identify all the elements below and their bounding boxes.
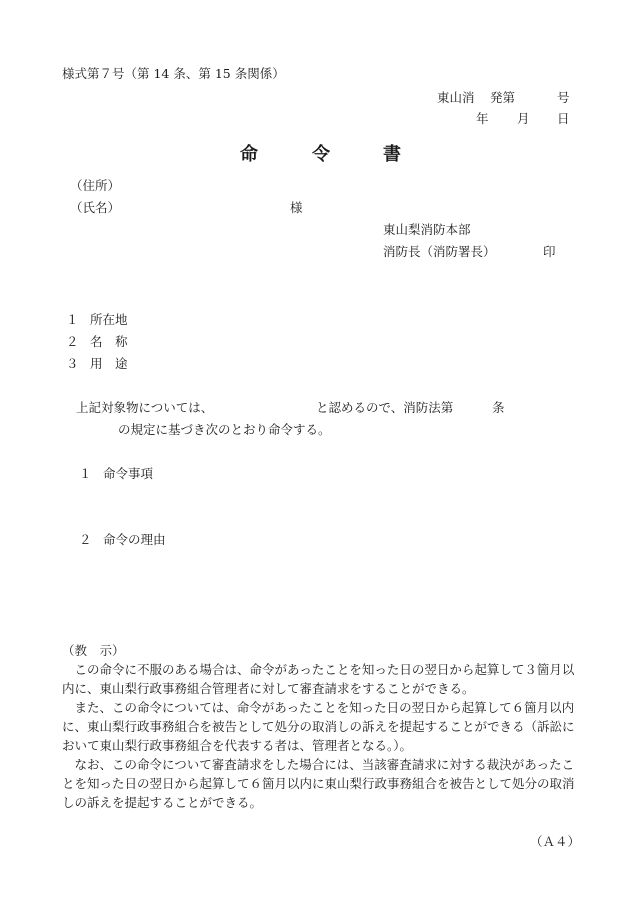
title-char-2: 令 xyxy=(312,144,330,165)
statement-part-2: と認めるので、消防法第 xyxy=(316,400,454,415)
notice-paragraph: また、この命令については、命令があったことを知った日の翌日から起算して６箇月以内に、東山梨行政事務組合を被告として処分の取消しの訴えを提起することができる（訴訟において東山梨行政事務組合を代表する者は、管理者となる。）。 xyxy=(62,700,575,753)
form-header: 様式第７号（第 14 条、第 15 条関係） xyxy=(62,66,285,81)
section-order-items xyxy=(79,466,153,481)
notice-paragraph: なお、この命令について審査請求をした場合には、当該審査請求に対する裁決があったことを知った日の翌日から起算して６箇月以内に東山梨行政事務組合を被告として処分の取消しの訴えを提起することができる。 xyxy=(62,757,575,810)
recipient-name-label: （氏名） xyxy=(70,200,121,215)
statement-line-2: の規定に基づき次のとおり命令する。 xyxy=(118,422,331,437)
recipient-address-label: （住所） xyxy=(70,178,121,193)
sender-org: 東山梨消防本部 xyxy=(383,222,471,237)
sender-seal: 印 xyxy=(543,244,556,259)
statement-part-1: 上記対象物については、 xyxy=(76,400,214,415)
title-char-1: 命 xyxy=(240,144,258,165)
statement-part-3: 条 xyxy=(492,400,505,415)
date-day: 日 xyxy=(557,111,570,126)
property-item-number: ２ xyxy=(66,334,79,349)
date-month: 月 xyxy=(517,111,530,126)
notice-paragraph: この命令に不服のある場合は、命令があったことを知った日の翌日から起算して３箇月以内に、東山梨行政事務組合管理者に対して審査請求をすることができる。 xyxy=(62,662,575,696)
property-item-label: 名 称 xyxy=(90,334,128,349)
sender-chief: 消防長（消防署長） xyxy=(383,244,496,259)
section-number: １ xyxy=(79,466,92,481)
property-item-label: 用 途 xyxy=(90,356,128,371)
section-number: ２ xyxy=(79,532,92,547)
property-item-use xyxy=(66,356,128,371)
property-item-number: ３ xyxy=(66,356,79,371)
notice-heading: （教 示） xyxy=(62,643,125,658)
date-year: 年 xyxy=(476,111,489,126)
title-char-3: 書 xyxy=(383,144,401,165)
paper-size-label: （Ａ４） xyxy=(530,834,581,849)
recipient-honorific: 様 xyxy=(290,200,303,215)
property-item-name xyxy=(66,334,128,349)
section-label: 命令の理由 xyxy=(103,532,166,547)
section-order-reason xyxy=(79,532,166,547)
doc-number-issuer: 東山消 xyxy=(437,90,475,105)
doc-number-prefix: 発第 xyxy=(490,90,516,105)
notice-body xyxy=(62,660,582,812)
property-item-label: 所在地 xyxy=(90,312,128,327)
property-item-location xyxy=(66,312,128,327)
section-label: 命令事項 xyxy=(103,466,154,481)
property-item-number: １ xyxy=(66,312,79,327)
doc-number-suffix: 号 xyxy=(557,90,570,105)
